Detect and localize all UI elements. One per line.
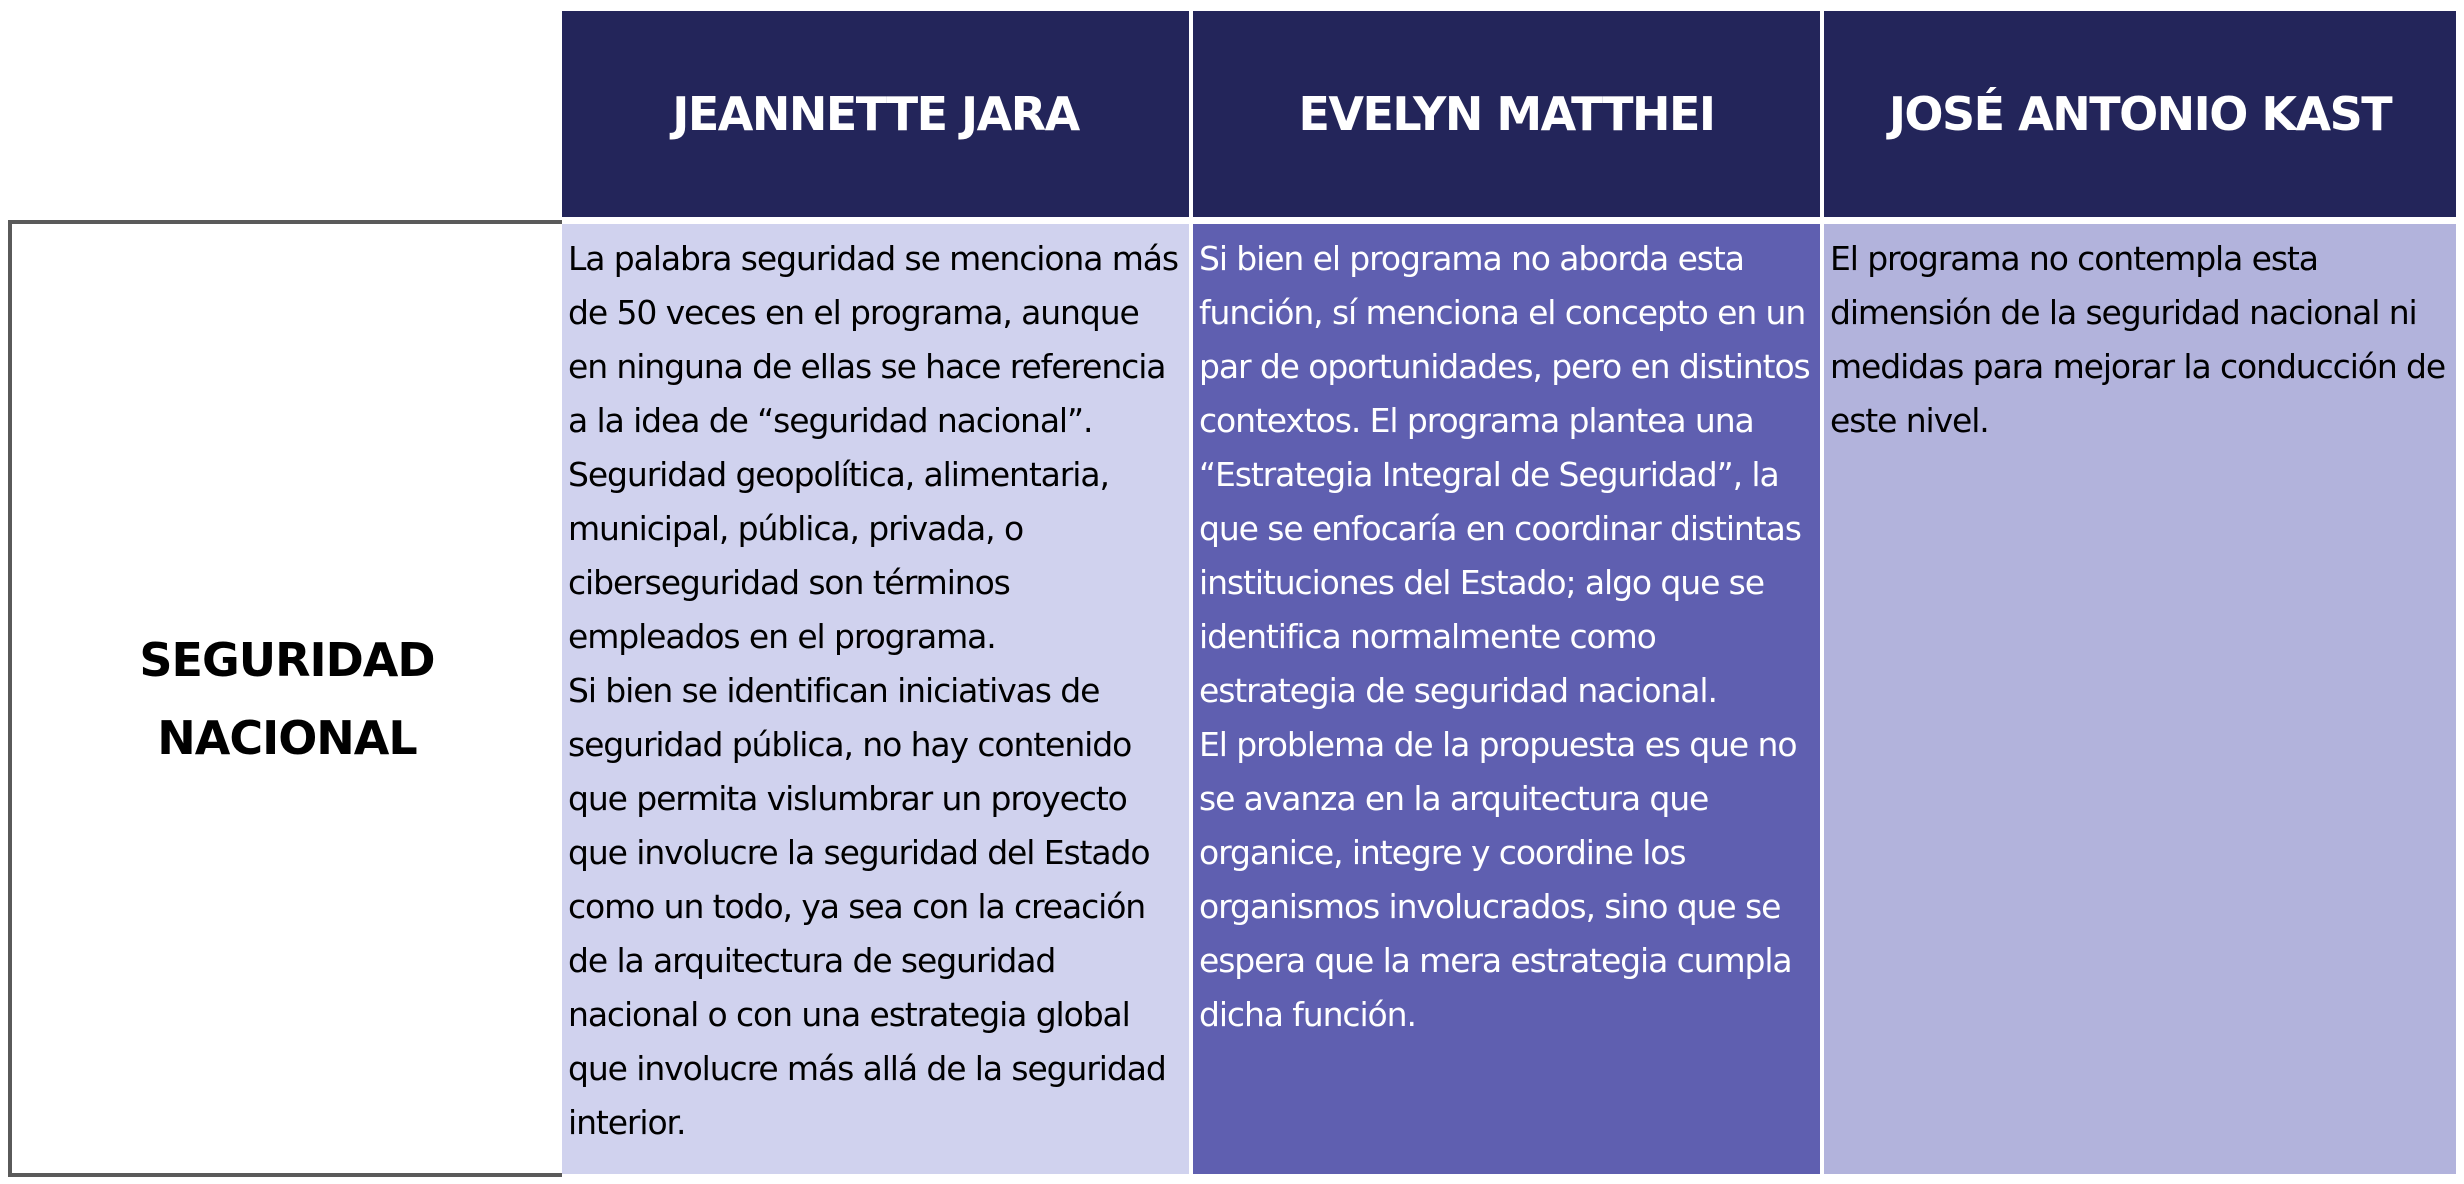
cell-paragraph: El problema de la propuesta es que no se avanza en la arquitectura que organice, integre y coordine los organismos involucrados, sino que se espera que la mera estrategia cumpla dicha función. [1199, 725, 1797, 1034]
column-header-evelyn-matthei: EVELYN MATTHEI [1193, 11, 1820, 217]
row-label-line-2: NACIONAL [157, 710, 417, 765]
column-header-jeannette-jara: JEANNETTE JARA [562, 11, 1189, 217]
row-label [139, 621, 434, 777]
cell-jeannette-jara [562, 224, 1189, 1174]
cell-paragraph: El programa no contempla esta dimensión de la seguridad nacional ni medidas para mejorar la conducción de este nivel. [1830, 239, 2446, 440]
cell-paragraph: Si bien se identifican iniciativas de seguridad pública, no hay contenido que permita vislumbrar un proyecto que involucre la seguridad del Estado como un todo, ya sea con la creación de la arquitectura de seguridad nacional o con una estrategia global que involucre más allá de la seguridad interior. [568, 671, 1166, 1142]
cell-jose-antonio-kast [1824, 224, 2456, 1174]
cell-paragraph: Si bien el programa no aborda esta función, sí menciona el concepto en un par de oportunidades, pero en distintos contextos. El programa plantea una “Estrategia Integral de Seguridad”, la que se enfocaría en coordinar distintas instituciones del Estado; algo que se identifica normalmente como estrategia de seguridad nacional. [1199, 239, 1810, 710]
cell-evelyn-matthei [1193, 224, 1820, 1174]
column-header-jose-antonio-kast: JOSÉ ANTONIO KAST [1824, 11, 2456, 217]
row-label-cell [8, 220, 562, 1177]
cell-paragraph: La palabra seguridad se menciona más de 50 veces en el programa, aunque en ninguna de ellas se hace referencia a la idea de “seguridad nacional”. Seguridad geopolítica, alimentaria, municipal, pública, privada, o ciberseguridad son términos empleados en el programa. [568, 239, 1179, 656]
row-label-line-1: SEGURIDAD [139, 632, 435, 687]
